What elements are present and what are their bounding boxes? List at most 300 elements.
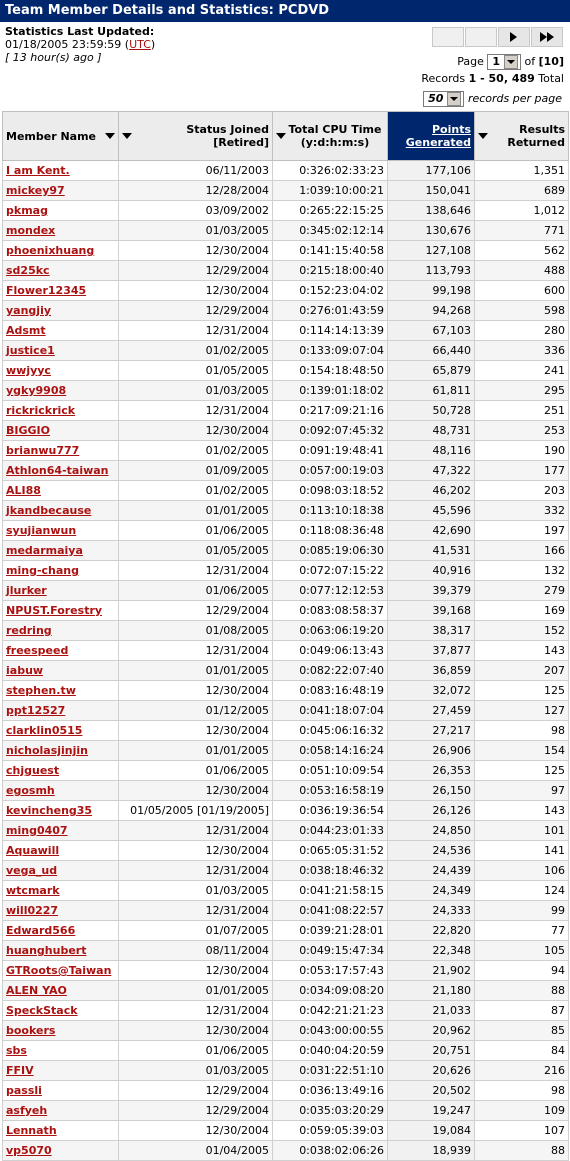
results-returned: 600 (475, 281, 569, 301)
points-generated: 26,353 (388, 761, 475, 781)
header-points-label[interactable]: Points Generated (405, 123, 471, 149)
table-row (3, 581, 569, 601)
points-generated: 42,690 (388, 521, 475, 541)
cpu-time: 0:072:07:15:22 (273, 561, 388, 581)
cpu-time: 0:053:16:58:19 (273, 781, 388, 801)
points-generated: 27,459 (388, 701, 475, 721)
cpu-time: 0:118:08:36:48 (273, 521, 388, 541)
results-returned: 127 (475, 701, 569, 721)
cpu-time: 0:082:22:07:40 (273, 661, 388, 681)
joined-date: 12/31/2004 (119, 901, 273, 921)
results-returned: 101 (475, 821, 569, 841)
results-returned: 1,012 (475, 201, 569, 221)
joined-date: 06/11/2003 (119, 161, 273, 181)
points-generated: 24,333 (388, 901, 475, 921)
table-row (3, 501, 569, 521)
results-returned: 251 (475, 401, 569, 421)
member-name-link[interactable]: jlurker (3, 581, 119, 601)
member-name-link[interactable]: jkandbecause (3, 501, 119, 521)
member-name-link[interactable]: ygky9908 (3, 381, 119, 401)
results-returned: 77 (475, 921, 569, 941)
sort-down-icon[interactable] (276, 133, 286, 139)
records-per-page (423, 91, 562, 107)
cpu-time: 0:051:10:09:54 (273, 761, 388, 781)
cpu-time: 0:276:01:43:59 (273, 301, 388, 321)
cpu-time: 0:044:23:01:33 (273, 821, 388, 841)
timestamp: 01/18/2005 23:59:59 ( (5, 38, 130, 51)
member-name-link[interactable]: SpeckStack (3, 1001, 119, 1021)
results-returned: 197 (475, 521, 569, 541)
points-generated: 177,106 (388, 161, 475, 181)
results-returned: 279 (475, 581, 569, 601)
cpu-time: 0:083:16:48:19 (273, 681, 388, 701)
sort-down-icon[interactable] (105, 133, 115, 139)
cpu-time: 0:038:02:06:26 (273, 1141, 388, 1161)
results-returned: 207 (475, 661, 569, 681)
table-row (3, 841, 569, 861)
points-generated: 39,168 (388, 601, 475, 621)
results-returned: 190 (475, 441, 569, 461)
cpu-time: 0:152:23:04:02 (273, 281, 388, 301)
joined-date: 01/01/2005 (119, 741, 273, 761)
joined-date: 12/29/2004 (119, 301, 273, 321)
table-row (3, 541, 569, 561)
member-name-link[interactable]: FFIV (3, 1061, 119, 1081)
member-name-link[interactable]: ppt12527 (3, 701, 119, 721)
joined-date: 12/30/2004 (119, 721, 273, 741)
joined-date: 01/06/2005 (119, 1041, 273, 1061)
member-name-link[interactable]: I am Kent. (3, 161, 119, 181)
table-row (3, 641, 569, 661)
cpu-time: 0:035:03:20:29 (273, 1101, 388, 1121)
results-returned: 143 (475, 641, 569, 661)
member-name-link[interactable]: freespeed (3, 641, 119, 661)
member-stats-table (2, 111, 569, 1161)
results-returned: 143 (475, 801, 569, 821)
points-generated: 20,962 (388, 1021, 475, 1041)
sort-down-icon[interactable] (478, 133, 488, 139)
results-returned: 152 (475, 621, 569, 641)
points-generated: 61,811 (388, 381, 475, 401)
member-name-link[interactable]: Athlon64-taiwan (3, 461, 119, 481)
member-name-link[interactable]: kevincheng35 (3, 801, 119, 821)
table-row (3, 261, 569, 281)
cpu-time: 1:039:10:00:21 (273, 181, 388, 201)
points-generated: 21,033 (388, 1001, 475, 1021)
pager-buttons (432, 27, 562, 47)
points-generated: 24,536 (388, 841, 475, 861)
joined-date: 01/05/2005 (119, 541, 273, 561)
member-name-link[interactable]: bookers (3, 1021, 119, 1041)
utc-link[interactable]: UTC (129, 38, 151, 51)
points-generated: 50,728 (388, 401, 475, 421)
member-name-link[interactable]: will0227 (3, 901, 119, 921)
points-generated: 150,041 (388, 181, 475, 201)
timestamp-close: ) (150, 38, 156, 51)
results-returned: 253 (475, 421, 569, 441)
member-name-link[interactable]: Adsmt (3, 321, 119, 341)
results-returned: 84 (475, 1041, 569, 1061)
joined-date: 01/08/2005 (119, 621, 273, 641)
cpu-time: 0:049:15:47:34 (273, 941, 388, 961)
table-row (3, 681, 569, 701)
table-row (3, 1001, 569, 1021)
results-returned: 1,351 (475, 161, 569, 181)
results-returned: 332 (475, 501, 569, 521)
joined-date: 12/30/2004 (119, 241, 273, 261)
joined-date: 12/30/2004 (119, 281, 273, 301)
per-page-label: records per page (467, 92, 562, 105)
points-generated: 22,348 (388, 941, 475, 961)
table-row (3, 661, 569, 681)
results-returned: 169 (475, 601, 569, 621)
points-generated: 21,180 (388, 981, 475, 1001)
member-name-link[interactable]: brianwu777 (3, 441, 119, 461)
results-returned: 154 (475, 741, 569, 761)
points-generated: 36,859 (388, 661, 475, 681)
member-name-link[interactable]: clarklin0515 (3, 721, 119, 741)
member-name-link[interactable]: wwjyyc (3, 361, 119, 381)
header-member-label: Member Name (6, 129, 97, 143)
chevron-down-icon (447, 92, 461, 106)
table-row (3, 1141, 569, 1161)
table-row (3, 321, 569, 341)
results-returned: 336 (475, 341, 569, 361)
table-row (3, 621, 569, 641)
results-returned: 97 (475, 781, 569, 801)
joined-date: 12/31/2004 (119, 821, 273, 841)
joined-date: 01/03/2005 (119, 881, 273, 901)
member-name-link[interactable]: chjguest (3, 761, 119, 781)
joined-date: 01/02/2005 (119, 441, 273, 461)
last-updated-time (5, 38, 155, 51)
results-returned: 241 (475, 361, 569, 381)
member-name-link[interactable]: redring (3, 621, 119, 641)
results-returned: 94 (475, 961, 569, 981)
total-pages: [10] (538, 55, 564, 68)
page-select-value: 1 (492, 55, 501, 68)
cpu-time: 0:042:21:21:23 (273, 1001, 388, 1021)
cpu-time: 0:049:06:13:43 (273, 641, 388, 661)
joined-date: 01/07/2005 (119, 921, 273, 941)
chevron-down-icon (504, 55, 518, 69)
points-generated: 38,317 (388, 621, 475, 641)
member-name-link[interactable]: wtcmark (3, 881, 119, 901)
points-generated: 66,440 (388, 341, 475, 361)
cpu-time: 0:133:09:07:04 (273, 341, 388, 361)
results-returned: 106 (475, 861, 569, 881)
cpu-time: 0:045:06:16:32 (273, 721, 388, 741)
table-row (3, 1041, 569, 1061)
cpu-time: 0:058:14:16:24 (273, 741, 388, 761)
member-name-link[interactable]: stephen.tw (3, 681, 119, 701)
points-generated: 127,108 (388, 241, 475, 261)
cpu-time: 0:053:17:57:43 (273, 961, 388, 981)
points-generated: 48,731 (388, 421, 475, 441)
results-returned: 109 (475, 1101, 569, 1121)
cpu-time: 0:057:00:19:03 (273, 461, 388, 481)
member-name-link[interactable]: medarmaiya (3, 541, 119, 561)
joined-date: 12/31/2004 (119, 1001, 273, 1021)
table-row (3, 1121, 569, 1141)
cpu-time: 0:326:02:33:23 (273, 161, 388, 181)
page-selector-line (457, 54, 564, 70)
member-name-link[interactable]: phoenixhuang (3, 241, 119, 261)
joined-date: 12/29/2004 (119, 601, 273, 621)
joined-date: 12/29/2004 (119, 261, 273, 281)
joined-date: 12/30/2004 (119, 1121, 273, 1141)
header-results-label: Results Returned (507, 123, 565, 149)
next-page-button[interactable] (498, 27, 530, 47)
results-returned: 105 (475, 941, 569, 961)
table-row (3, 301, 569, 321)
points-generated: 32,072 (388, 681, 475, 701)
points-generated: 20,751 (388, 1041, 475, 1061)
last-arrow-icon (540, 32, 547, 42)
member-name-link[interactable]: nicholasjinjin (3, 741, 119, 761)
points-generated: 47,322 (388, 461, 475, 481)
joined-date: 08/11/2004 (119, 941, 273, 961)
table-row (3, 281, 569, 301)
table-row (3, 1101, 569, 1121)
results-returned: 295 (475, 381, 569, 401)
results-returned: 107 (475, 1121, 569, 1141)
member-name-link[interactable]: mickey97 (3, 181, 119, 201)
table-row (3, 561, 569, 581)
col-header-cpu[interactable] (273, 112, 388, 161)
member-name-link[interactable]: iabuw (3, 661, 119, 681)
points-generated: 138,646 (388, 201, 475, 221)
table-row (3, 901, 569, 921)
cpu-time: 0:217:09:21:16 (273, 401, 388, 421)
joined-date: 12/30/2004 (119, 421, 273, 441)
table-row (3, 341, 569, 361)
member-name-link[interactable]: vega_ud (3, 861, 119, 881)
member-name-link[interactable]: sd25kc (3, 261, 119, 281)
points-generated: 39,379 (388, 581, 475, 601)
table-row (3, 441, 569, 461)
results-returned: 177 (475, 461, 569, 481)
records-total-label: Total (538, 72, 564, 85)
member-name-link[interactable]: Edward566 (3, 921, 119, 941)
table-row (3, 601, 569, 621)
joined-date: 12/30/2004 (119, 961, 273, 981)
per-page-select[interactable] (423, 91, 464, 107)
last-updated-label: Statistics Last Updated: (5, 25, 155, 38)
time-ago: [ 13 hour(s) ago ] (5, 51, 102, 64)
cpu-time: 0:092:07:45:32 (273, 421, 388, 441)
cpu-time: 0:215:18:00:40 (273, 261, 388, 281)
table-header-row (3, 112, 569, 161)
next-arrow-icon (510, 32, 517, 42)
table-row (3, 461, 569, 481)
member-name-link[interactable]: ming-chang (3, 561, 119, 581)
table-row (3, 981, 569, 1001)
cpu-time: 0:031:22:51:10 (273, 1061, 388, 1081)
joined-date: 12/31/2004 (119, 861, 273, 881)
cpu-time: 0:043:00:00:55 (273, 1021, 388, 1041)
cpu-time: 0:345:02:12:14 (273, 221, 388, 241)
first-page-button[interactable] (432, 27, 464, 47)
results-returned: 488 (475, 261, 569, 281)
table-row (3, 481, 569, 501)
cpu-time: 0:041:18:07:04 (273, 701, 388, 721)
results-returned: 85 (475, 1021, 569, 1041)
points-generated: 26,150 (388, 781, 475, 801)
points-generated: 26,126 (388, 801, 475, 821)
results-returned: 88 (475, 981, 569, 1001)
joined-date: 12/30/2004 (119, 681, 273, 701)
results-returned: 141 (475, 841, 569, 861)
table-row (3, 221, 569, 241)
results-returned: 98 (475, 721, 569, 741)
table-row (3, 781, 569, 801)
member-name-link[interactable]: justice1 (3, 341, 119, 361)
joined-date: 12/31/2004 (119, 321, 273, 341)
records-summary (421, 72, 564, 85)
sort-down-icon[interactable] (122, 133, 132, 139)
cpu-time: 0:154:18:48:50 (273, 361, 388, 381)
cpu-time: 0:114:14:13:39 (273, 321, 388, 341)
points-generated: 46,202 (388, 481, 475, 501)
points-generated: 19,084 (388, 1121, 475, 1141)
table-row (3, 1081, 569, 1101)
member-name-link[interactable]: ALI88 (3, 481, 119, 501)
joined-date: 12/31/2004 (119, 561, 273, 581)
results-returned: 98 (475, 1081, 569, 1101)
cpu-time: 0:141:15:40:58 (273, 241, 388, 261)
joined-date: 01/06/2005 (119, 761, 273, 781)
prev-page-button[interactable] (465, 27, 497, 47)
table-row (3, 761, 569, 781)
member-name-link[interactable]: yangjiy (3, 301, 119, 321)
points-generated: 20,502 (388, 1081, 475, 1101)
points-generated: 67,103 (388, 321, 475, 341)
col-header-results[interactable] (475, 112, 569, 161)
cpu-time: 0:036:19:36:54 (273, 801, 388, 821)
member-name-link[interactable]: pkmag (3, 201, 119, 221)
table-row (3, 741, 569, 761)
member-name-link[interactable]: syujianwun (3, 521, 119, 541)
results-returned: 689 (475, 181, 569, 201)
joined-date: 01/02/2005 (119, 481, 273, 501)
col-header-member[interactable] (3, 112, 119, 161)
table-row (3, 801, 569, 821)
joined-date: 01/01/2005 (119, 501, 273, 521)
member-name-link[interactable]: GTRoots@Taiwan (3, 961, 119, 981)
cpu-time: 0:139:01:18:02 (273, 381, 388, 401)
last-arrow-icon-2 (547, 32, 554, 42)
member-name-link[interactable]: BIGGIO (3, 421, 119, 441)
table-row (3, 921, 569, 941)
col-header-points[interactable] (388, 112, 475, 161)
joined-date: 01/01/2005 (119, 981, 273, 1001)
points-generated: 19,247 (388, 1101, 475, 1121)
cpu-time: 0:077:12:12:53 (273, 581, 388, 601)
table-row (3, 521, 569, 541)
joined-date: 01/03/2005 (119, 221, 273, 241)
points-generated: 40,916 (388, 561, 475, 581)
results-returned: 87 (475, 1001, 569, 1021)
results-returned: 99 (475, 901, 569, 921)
member-name-link[interactable]: asfyeh (3, 1101, 119, 1121)
joined-date: 01/03/2005 (119, 381, 273, 401)
joined-date: 01/05/2005 (119, 361, 273, 381)
results-returned: 562 (475, 241, 569, 261)
cpu-time: 0:065:05:31:52 (273, 841, 388, 861)
per-page-value: 50 (428, 92, 444, 105)
joined-date: 01/01/2005 (119, 661, 273, 681)
cpu-time: 0:098:03:18:52 (273, 481, 388, 501)
table-row (3, 161, 569, 181)
points-generated: 48,116 (388, 441, 475, 461)
cpu-time: 0:091:19:48:41 (273, 441, 388, 461)
member-name-link[interactable]: rickrickrick (3, 401, 119, 421)
member-name-link[interactable]: egosmh (3, 781, 119, 801)
cpu-time: 0:036:13:49:16 (273, 1081, 388, 1101)
member-name-link[interactable]: sbs (3, 1041, 119, 1061)
joined-date: 12/30/2004 (119, 841, 273, 861)
last-page-button[interactable] (531, 27, 563, 47)
records-label: Records (421, 72, 466, 85)
table-row (3, 821, 569, 841)
member-name-link[interactable]: Flower12345 (3, 281, 119, 301)
col-header-status[interactable] (119, 112, 273, 161)
points-generated: 21,902 (388, 961, 475, 981)
results-returned: 216 (475, 1061, 569, 1081)
member-name-link[interactable]: ming0407 (3, 821, 119, 841)
joined-date: 01/09/2005 (119, 461, 273, 481)
page-title: Team Member Details and Statistics: PCDVD (0, 0, 570, 22)
joined-date: 01/06/2005 (119, 521, 273, 541)
cpu-time: 0:040:04:20:59 (273, 1041, 388, 1061)
joined-date: 01/06/2005 (119, 581, 273, 601)
results-returned: 125 (475, 761, 569, 781)
member-name-link[interactable]: NPUST.Forestry (3, 601, 119, 621)
points-generated: 130,676 (388, 221, 475, 241)
page-label: Page (457, 55, 484, 68)
page-select[interactable] (487, 54, 521, 70)
member-name-link[interactable]: Lennath (3, 1121, 119, 1141)
points-generated: 24,850 (388, 821, 475, 841)
joined-date: 12/28/2004 (119, 181, 273, 201)
member-name-link[interactable]: Aquawill (3, 841, 119, 861)
results-returned: 125 (475, 681, 569, 701)
table-row (3, 201, 569, 221)
header-cpu-label: Total CPU Time (y:d:h:m:s) (288, 123, 382, 149)
member-name-link[interactable]: vp5070 (3, 1141, 119, 1161)
cpu-time: 0:063:06:19:20 (273, 621, 388, 641)
points-generated: 22,820 (388, 921, 475, 941)
results-returned: 203 (475, 481, 569, 501)
member-name-link[interactable]: passli (3, 1081, 119, 1101)
points-generated: 41,531 (388, 541, 475, 561)
cpu-time: 0:039:21:28:01 (273, 921, 388, 941)
member-name-link[interactable]: mondex (3, 221, 119, 241)
points-generated: 94,268 (388, 301, 475, 321)
table-row (3, 1021, 569, 1041)
cpu-time: 0:034:09:08:20 (273, 981, 388, 1001)
results-returned: 132 (475, 561, 569, 581)
table-row (3, 941, 569, 961)
results-returned: 166 (475, 541, 569, 561)
cpu-time: 0:041:21:58:15 (273, 881, 388, 901)
member-name-link[interactable]: huanghubert (3, 941, 119, 961)
table-row (3, 381, 569, 401)
joined-date: 03/09/2002 (119, 201, 273, 221)
results-returned: 124 (475, 881, 569, 901)
member-name-link[interactable]: ALEN YAO (3, 981, 119, 1001)
